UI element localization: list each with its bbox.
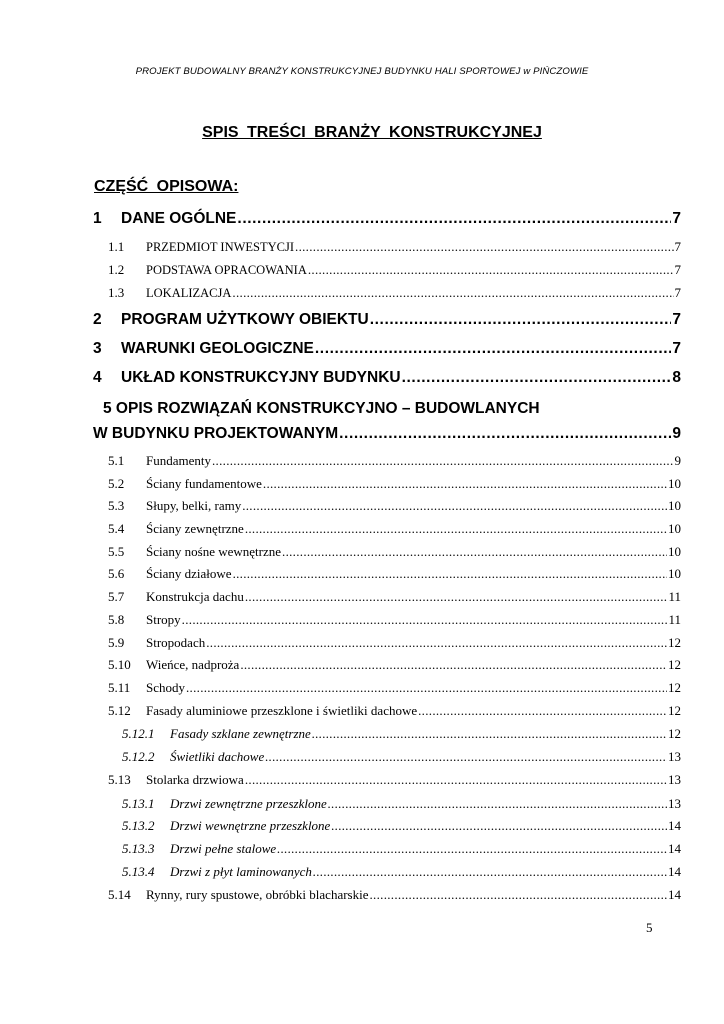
toc-entry-number: 2: [93, 311, 102, 328]
toc-entry-title: Schody: [146, 680, 185, 695]
toc-entry-title: Stolarka drzwiowa: [146, 772, 244, 787]
toc-entry[interactable]: [108, 589, 681, 605]
toc-entry-title: Fundamenty: [146, 453, 211, 468]
toc-entry-number: 5.13.2: [122, 818, 155, 833]
toc-entry-page: 13: [668, 749, 681, 764]
toc-entry-title: Rynny, rury spustowe, obróbki blacharskie: [146, 887, 369, 902]
toc-entry[interactable]: [108, 498, 681, 514]
toc-entry[interactable]: [93, 340, 681, 358]
toc-entry-number: 5.12.2: [122, 749, 155, 764]
toc-entry[interactable]: [108, 285, 681, 301]
toc-entry[interactable]: [108, 453, 681, 469]
toc-entry-page: 9: [674, 453, 681, 468]
toc-entry-title: Ściany nośne wewnętrzne: [146, 544, 282, 559]
toc-entry-title: Drzwi wewnętrzne przeszklone: [170, 818, 331, 833]
toc-entry-title: PODSTAWA OPRACOWANIA: [146, 263, 307, 277]
toc-entry-number: 1: [93, 210, 102, 227]
toc-entry[interactable]: [108, 796, 681, 812]
toc-entry[interactable]: [108, 635, 681, 651]
dot-leader: [245, 772, 667, 788]
toc-entry-title: Ściany fundamentowe: [146, 476, 262, 491]
toc-entry-title: Świetliki dachowe: [170, 749, 265, 764]
dot-leader: [232, 285, 673, 301]
toc-entry-page: 7: [672, 311, 681, 328]
toc-entry-number: 5.13: [108, 772, 131, 787]
toc-entry[interactable]: [93, 210, 681, 228]
toc-entry-title: UKŁAD KONSTRUKCYJNY BUDYNKU: [121, 369, 401, 386]
dot-leader: [312, 726, 667, 742]
running-header: PROJEKT BUDOWALNY BRANŻY KONSTRUKCYJNEJ BUDYNKU HALI SPORTOWEJ w PIŃCZOWIE: [135, 66, 589, 77]
toc-entry-title: PROGRAM UŻYTKOWY OBIEKTU: [121, 311, 369, 328]
dot-leader: [240, 657, 667, 673]
dot-leader: [263, 476, 667, 492]
toc-entry-title: Fasady szklane zewnętrzne: [170, 726, 311, 741]
toc-entry-page: 7: [672, 210, 681, 227]
toc-entry[interactable]: [108, 657, 681, 673]
dot-leader: [331, 818, 667, 834]
toc-entry-page: 7: [674, 262, 681, 277]
toc-entry[interactable]: [108, 612, 681, 628]
dot-leader: [233, 566, 667, 582]
toc-entry-number: 5.12.1: [122, 726, 155, 741]
dot-leader: [242, 498, 667, 514]
toc-entry-title: WARUNKI GEOLOGICZNE: [121, 340, 314, 357]
toc-entry-title: Drzwi pełne stalowe: [170, 841, 277, 856]
dot-leader: [295, 239, 673, 255]
toc-entry-number: 1.1: [108, 239, 125, 254]
toc-entry[interactable]: [93, 369, 681, 387]
toc-entry-page: 10: [668, 566, 681, 581]
toc-entry-number: 5.9: [108, 635, 125, 650]
toc-entry-number: 5.10: [108, 657, 131, 672]
toc-entry-number: 5.12: [108, 703, 131, 718]
toc-entry[interactable]: [108, 262, 681, 278]
toc-entry-title: Ściany działowe: [146, 566, 232, 581]
toc-entry-number: 5.8: [108, 612, 125, 627]
toc-entry-page: 12: [668, 657, 681, 672]
dot-leader: [237, 210, 671, 228]
toc-entry-page: 10: [668, 521, 681, 536]
dot-leader: [370, 887, 668, 903]
toc-entry-title: Drzwi z płyt laminowanych: [170, 864, 312, 879]
toc-entry-page: 11: [668, 589, 681, 604]
toc-entry[interactable]: [108, 818, 681, 834]
toc-entry-title: LOKALIZACJA: [146, 286, 232, 300]
toc-entry-page: 10: [668, 476, 681, 491]
toc-entry-page: 13: [668, 796, 681, 811]
toc-entry-page: 7: [672, 340, 681, 357]
toc-entry-title: Drzwi zewnętrzne przeszklone: [170, 796, 327, 811]
toc-entry-page: 8: [672, 369, 681, 386]
toc-entry-title-line2: W BUDYNKU PROJEKTOWANYM: [93, 425, 339, 442]
dot-leader: [339, 425, 671, 443]
toc-entry-number: 5.2: [108, 476, 125, 491]
toc-entry[interactable]: [108, 887, 681, 903]
toc-entry-page: 13: [668, 772, 681, 787]
toc-entry[interactable]: [108, 680, 681, 696]
toc-entry[interactable]: [108, 476, 681, 492]
toc-entry[interactable]: [108, 239, 681, 255]
toc-entry-page: 9: [672, 425, 681, 442]
toc-entry-page: 10: [668, 544, 681, 559]
toc-entry-page: 14: [668, 864, 681, 879]
dot-leader: [206, 635, 667, 651]
dot-leader: [402, 369, 672, 387]
dot-leader: [245, 521, 667, 537]
toc-entry-number: 5.5: [108, 544, 125, 559]
toc-entry-page: 10: [668, 498, 681, 513]
toc-entry-number: 5.3: [108, 498, 125, 513]
toc-entry-page: 14: [668, 887, 681, 902]
toc-entry-number: 5.13.1: [122, 796, 155, 811]
toc-entry-number: 5.11: [108, 680, 131, 695]
dot-leader: [212, 453, 674, 469]
dot-leader: [313, 864, 667, 880]
toc-entry-title: Fasady aluminiowe przeszklone i świetliki dachowe: [146, 703, 418, 718]
toc-entry-number: 5.6: [108, 566, 125, 581]
toc-entry-number: 5.14: [108, 887, 131, 902]
dot-leader: [182, 612, 668, 628]
toc-entry-title: Ściany zewnętrzne: [146, 521, 244, 536]
toc-entry-number: 5.7: [108, 589, 125, 604]
toc-entry[interactable]: [108, 726, 681, 742]
dot-leader: [315, 340, 671, 358]
toc-entry[interactable]: [108, 772, 681, 788]
toc-entry[interactable]: [108, 749, 681, 765]
toc-entry[interactable]: [108, 521, 681, 537]
toc-entry-page: 14: [668, 841, 681, 856]
toc-entry-number: 3: [93, 340, 102, 357]
toc-entry-number: 5.4: [108, 521, 125, 536]
toc-entry-number: 1.3: [108, 285, 125, 300]
dot-leader: [282, 544, 667, 560]
toc-entry[interactable]: [93, 311, 681, 329]
toc-entry-page: 12: [668, 680, 681, 695]
section-label: CZĘŚĆ OPISOWA:: [94, 178, 239, 195]
dot-leader: [418, 703, 667, 719]
dot-leader: [277, 841, 667, 857]
toc-entry[interactable]: [108, 703, 681, 719]
dot-leader: [308, 262, 674, 278]
toc-entry-number: 5.13.4: [122, 864, 155, 879]
toc-entry[interactable]: [108, 864, 681, 880]
toc-entry-page: 12: [668, 635, 681, 650]
toc-entry-page: 14: [668, 818, 681, 833]
toc-entry-title: PRZEDMIOT INWESTYCJI: [146, 240, 295, 254]
toc-entry[interactable]: [108, 841, 681, 857]
toc-entry-page: 7: [674, 239, 681, 254]
toc-entry-title: Stropy: [146, 612, 181, 627]
toc-entry-title-line1[interactable]: 5 OPIS ROZWIĄZAŃ KONSTRUKCYJNO – BUDOWLANYCH: [103, 400, 540, 417]
toc-entry[interactable]: [108, 566, 681, 582]
toc-entry-number: 5.13.3: [122, 841, 155, 856]
toc-entry-title: Wieńce, nadproża: [146, 657, 240, 672]
toc-entry-page: 12: [668, 703, 681, 718]
dot-leader: [328, 796, 667, 812]
dot-leader: [265, 749, 667, 765]
toc-entry-title: Konstrukcja dachu: [146, 589, 244, 604]
dot-leader: [186, 680, 667, 696]
toc-entry[interactable]: [93, 425, 681, 443]
toc-entry-number: 1.2: [108, 262, 125, 277]
toc-entry-number: 5.1: [108, 453, 125, 468]
dot-leader: [245, 589, 668, 605]
toc-entry-page: 11: [668, 612, 681, 627]
toc-entry-number: 4: [93, 369, 102, 386]
toc-entry-page: 7: [674, 285, 681, 300]
page-number: 5: [646, 920, 653, 935]
toc-title: SPIS TREŚCI BRANŻY KONSTRUKCYJNEJ: [202, 124, 542, 141]
toc-entry-page: 12: [668, 726, 681, 741]
toc-entry-title: Stropodach: [146, 635, 206, 650]
dot-leader: [370, 311, 672, 329]
toc-entry[interactable]: [108, 544, 681, 560]
toc-entry-title: DANE OGÓLNE: [121, 210, 237, 227]
toc-entry-title: Słupy, belki, ramy: [146, 498, 242, 513]
